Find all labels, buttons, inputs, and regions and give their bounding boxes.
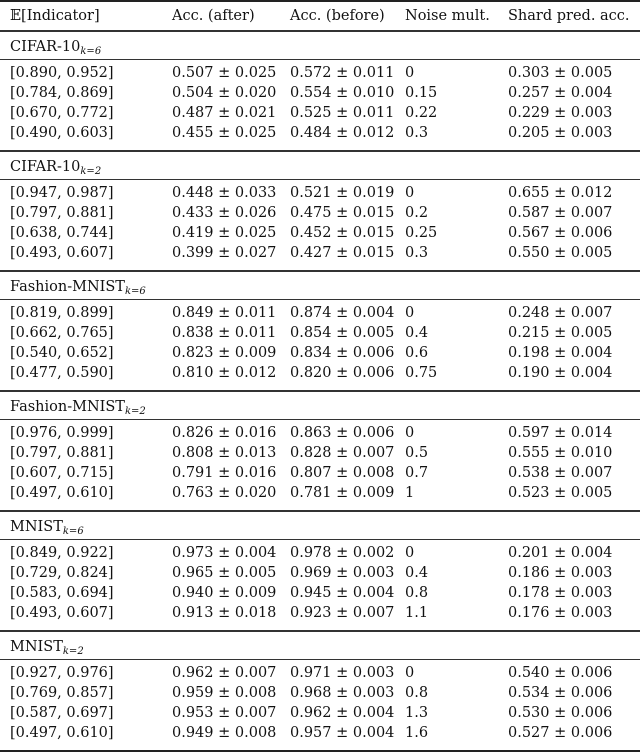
noise-mult-cell: 0.8 [405, 585, 429, 601]
indicator-cell: [0.583, 0.694] [10, 585, 114, 601]
acc-after-cell: 0.487 ± 0.021 [172, 105, 277, 121]
shard-pred-acc-cell: 0.555 ± 0.010 [508, 445, 613, 461]
indicator-cell: [0.497, 0.610] [10, 725, 114, 741]
noise-mult-cell: 0 [405, 305, 415, 321]
table-row [0, 303, 640, 323]
table-row [0, 543, 640, 563]
dataset-subscript: k=6 [80, 45, 102, 57]
acc-after-cell: 0.959 ± 0.008 [172, 685, 277, 701]
acc-before-cell: 0.828 ± 0.007 [290, 445, 395, 461]
section-label-row [0, 392, 640, 419]
dataset-subscript: k=2 [80, 165, 102, 177]
section-label [10, 517, 84, 542]
indicator-cell: [0.477, 0.590] [10, 365, 114, 381]
noise-mult-cell: 1 [405, 485, 415, 501]
header-acc-before: Acc. (before) [290, 8, 385, 24]
section-label-row [0, 32, 640, 59]
shard-pred-acc-cell: 0.201 ± 0.004 [508, 545, 613, 561]
section-label [10, 277, 146, 302]
table-row [0, 123, 640, 143]
acc-before-cell: 0.962 ± 0.004 [290, 705, 395, 721]
acc-after-cell: 0.913 ± 0.018 [172, 605, 277, 621]
acc-before-cell: 0.427 ± 0.015 [290, 245, 395, 261]
indicator-cell: [0.849, 0.922] [10, 545, 114, 561]
dataset-name: MNIST [10, 518, 63, 535]
noise-mult-cell: 0.6 [405, 345, 429, 361]
acc-before-cell: 0.521 ± 0.019 [290, 185, 395, 201]
table-row [0, 683, 640, 703]
acc-before-cell: 0.572 ± 0.011 [290, 65, 395, 81]
noise-mult-cell: 0 [405, 65, 415, 81]
noise-mult-cell: 1.1 [405, 605, 429, 621]
acc-before-cell: 0.957 ± 0.004 [290, 725, 395, 741]
table-row [0, 343, 640, 363]
indicator-cell: [0.947, 0.987] [10, 185, 114, 201]
acc-after-cell: 0.826 ± 0.016 [172, 425, 277, 441]
section-label-row [0, 512, 640, 539]
shard-pred-acc-cell: 0.587 ± 0.007 [508, 205, 613, 221]
indicator-cell: [0.797, 0.881] [10, 205, 114, 221]
header-row [0, 2, 640, 30]
section-rows [0, 303, 640, 390]
shard-pred-acc-cell: 0.597 ± 0.014 [508, 425, 613, 441]
section-rule [0, 539, 640, 541]
section-rule [0, 659, 640, 661]
indicator-cell: [0.797, 0.881] [10, 445, 114, 461]
shard-pred-acc-cell: 0.257 ± 0.004 [508, 85, 613, 101]
table-row [0, 363, 640, 383]
table-row [0, 63, 640, 83]
table-row [0, 323, 640, 343]
noise-mult-cell: 0.5 [405, 445, 429, 461]
section-rows [0, 423, 640, 510]
indicator-cell: [0.497, 0.610] [10, 485, 114, 501]
indicator-cell: [0.890, 0.952] [10, 65, 114, 81]
noise-mult-cell: 0.2 [405, 205, 429, 221]
noise-mult-cell: 0.25 [405, 225, 438, 241]
indicator-cell: [0.976, 0.999] [10, 425, 114, 441]
acc-after-cell: 0.504 ± 0.020 [172, 85, 277, 101]
header-indicator: 𝔼[Indicator] [10, 8, 100, 24]
acc-before-cell: 0.854 ± 0.005 [290, 325, 395, 341]
table-row [0, 223, 640, 243]
acc-before-cell: 0.971 ± 0.003 [290, 665, 395, 681]
acc-after-cell: 0.838 ± 0.011 [172, 325, 277, 341]
noise-mult-cell: 0.7 [405, 465, 429, 481]
section-label-row [0, 152, 640, 179]
indicator-cell: [0.587, 0.697] [10, 705, 114, 721]
acc-before-cell: 0.452 ± 0.015 [290, 225, 395, 241]
table-row [0, 563, 640, 583]
dataset-subscript: k=2 [62, 645, 84, 657]
header-acc-after: Acc. (after) [172, 8, 255, 24]
table-row [0, 203, 640, 223]
section-label [10, 637, 84, 662]
shard-pred-acc-cell: 0.540 ± 0.006 [508, 665, 613, 681]
acc-after-cell: 0.433 ± 0.026 [172, 205, 277, 221]
acc-before-cell: 0.554 ± 0.010 [290, 85, 395, 101]
acc-after-cell: 0.399 ± 0.027 [172, 245, 277, 261]
indicator-cell: [0.670, 0.772] [10, 105, 114, 121]
acc-before-cell: 0.923 ± 0.007 [290, 605, 395, 621]
acc-before-cell: 0.525 ± 0.011 [290, 105, 395, 121]
section-label [10, 397, 146, 422]
noise-mult-cell: 0.4 [405, 325, 429, 341]
acc-before-cell: 0.820 ± 0.006 [290, 365, 395, 381]
acc-before-cell: 0.874 ± 0.004 [290, 305, 395, 321]
acc-after-cell: 0.949 ± 0.008 [172, 725, 277, 741]
acc-after-cell: 0.791 ± 0.016 [172, 465, 277, 481]
indicator-cell: [0.638, 0.744] [10, 225, 114, 241]
acc-after-cell: 0.507 ± 0.025 [172, 65, 277, 81]
shard-pred-acc-cell: 0.178 ± 0.003 [508, 585, 613, 601]
section-label-row [0, 272, 640, 299]
shard-pred-acc-cell: 0.538 ± 0.007 [508, 465, 613, 481]
acc-before-cell: 0.475 ± 0.015 [290, 205, 395, 221]
noise-mult-cell: 0 [405, 425, 415, 441]
table-row [0, 83, 640, 103]
table-row [0, 583, 640, 603]
noise-mult-cell: 0.75 [405, 365, 438, 381]
shard-pred-acc-cell: 0.655 ± 0.012 [508, 185, 613, 201]
indicator-cell: [0.493, 0.607] [10, 245, 114, 261]
indicator-cell: [0.662, 0.765] [10, 325, 114, 341]
acc-before-cell: 0.807 ± 0.008 [290, 465, 395, 481]
shard-pred-acc-cell: 0.550 ± 0.005 [508, 245, 613, 261]
noise-mult-cell: 0.8 [405, 685, 429, 701]
acc-after-cell: 0.940 ± 0.009 [172, 585, 277, 601]
noise-mult-cell: 0.3 [405, 245, 429, 261]
noise-mult-cell: 1.3 [405, 705, 429, 721]
acc-after-cell: 0.419 ± 0.025 [172, 225, 277, 241]
acc-before-cell: 0.484 ± 0.012 [290, 125, 395, 141]
section-label [10, 37, 101, 62]
dataset-subscript: k=2 [124, 405, 146, 417]
noise-mult-cell: 0 [405, 185, 415, 201]
noise-mult-cell: 0.22 [405, 105, 438, 121]
indicator-cell: [0.729, 0.824] [10, 565, 114, 581]
table-row [0, 603, 640, 623]
dataset-name: Fashion-MNIST [10, 278, 125, 295]
acc-after-cell: 0.953 ± 0.007 [172, 705, 277, 721]
noise-mult-cell: 0.15 [405, 85, 438, 101]
shard-pred-acc-cell: 0.229 ± 0.003 [508, 105, 613, 121]
acc-after-cell: 0.808 ± 0.013 [172, 445, 277, 461]
table-row [0, 463, 640, 483]
indicator-cell: [0.490, 0.603] [10, 125, 114, 141]
section-label-row [0, 632, 640, 659]
acc-before-cell: 0.978 ± 0.002 [290, 545, 395, 561]
dataset-subscript: k=6 [62, 525, 84, 537]
indicator-cell: [0.927, 0.976] [10, 665, 114, 681]
table-row [0, 663, 640, 683]
noise-mult-cell: 0 [405, 665, 415, 681]
acc-after-cell: 0.810 ± 0.012 [172, 365, 277, 381]
indicator-cell: [0.493, 0.607] [10, 605, 114, 621]
table-row [0, 103, 640, 123]
acc-before-cell: 0.863 ± 0.006 [290, 425, 395, 441]
acc-after-cell: 0.455 ± 0.025 [172, 125, 277, 141]
dataset-name: CIFAR-10 [10, 38, 81, 55]
shard-pred-acc-cell: 0.567 ± 0.006 [508, 225, 613, 241]
shard-pred-acc-cell: 0.205 ± 0.003 [508, 125, 613, 141]
noise-mult-cell: 0.3 [405, 125, 429, 141]
acc-before-cell: 0.834 ± 0.006 [290, 345, 395, 361]
shard-pred-acc-cell: 0.176 ± 0.003 [508, 605, 613, 621]
acc-after-cell: 0.973 ± 0.004 [172, 545, 277, 561]
acc-after-cell: 0.823 ± 0.009 [172, 345, 277, 361]
indicator-cell: [0.784, 0.869] [10, 85, 114, 101]
shard-pred-acc-cell: 0.198 ± 0.004 [508, 345, 613, 361]
indicator-cell: [0.540, 0.652] [10, 345, 114, 361]
table-row [0, 483, 640, 503]
shard-pred-acc-cell: 0.215 ± 0.005 [508, 325, 613, 341]
dataset-name: CIFAR-10 [10, 158, 81, 175]
acc-before-cell: 0.969 ± 0.003 [290, 565, 395, 581]
table-row [0, 723, 640, 743]
indicator-cell: [0.607, 0.715] [10, 465, 114, 481]
acc-before-cell: 0.781 ± 0.009 [290, 485, 395, 501]
indicator-cell: [0.769, 0.857] [10, 685, 114, 701]
shard-pred-acc-cell: 0.186 ± 0.003 [508, 565, 613, 581]
shard-pred-acc-cell: 0.303 ± 0.005 [508, 65, 613, 81]
table-row [0, 703, 640, 723]
dataset-name: MNIST [10, 638, 63, 655]
section-rows [0, 183, 640, 270]
acc-after-cell: 0.962 ± 0.007 [172, 665, 277, 681]
shard-pred-acc-cell: 0.248 ± 0.007 [508, 305, 613, 321]
noise-mult-cell: 0.4 [405, 565, 429, 581]
section-rows [0, 543, 640, 630]
acc-after-cell: 0.965 ± 0.005 [172, 565, 277, 581]
acc-after-cell: 0.849 ± 0.011 [172, 305, 277, 321]
noise-mult-cell: 1.6 [405, 725, 429, 741]
shard-pred-acc-cell: 0.523 ± 0.005 [508, 485, 613, 501]
dataset-name: Fashion-MNIST [10, 398, 125, 415]
shard-pred-acc-cell: 0.190 ± 0.004 [508, 365, 613, 381]
indicator-cell: [0.819, 0.899] [10, 305, 114, 321]
noise-mult-cell: 0 [405, 545, 415, 561]
header-shard-pred-acc: Shard pred. acc. [508, 8, 630, 24]
acc-after-cell: 0.448 ± 0.033 [172, 185, 277, 201]
table-row [0, 423, 640, 443]
section-rows [0, 663, 640, 750]
acc-after-cell: 0.763 ± 0.020 [172, 485, 277, 501]
table-row [0, 183, 640, 203]
section-label [10, 157, 101, 182]
table-row [0, 243, 640, 263]
table-row [0, 443, 640, 463]
shard-pred-acc-cell: 0.534 ± 0.006 [508, 685, 613, 701]
header-noise-mult: Noise mult. [405, 8, 490, 24]
acc-before-cell: 0.968 ± 0.003 [290, 685, 395, 701]
acc-before-cell: 0.945 ± 0.004 [290, 585, 395, 601]
shard-pred-acc-cell: 0.530 ± 0.006 [508, 705, 613, 721]
section-rows [0, 63, 640, 150]
shard-pred-acc-cell: 0.527 ± 0.006 [508, 725, 613, 741]
dataset-subscript: k=6 [124, 285, 146, 297]
